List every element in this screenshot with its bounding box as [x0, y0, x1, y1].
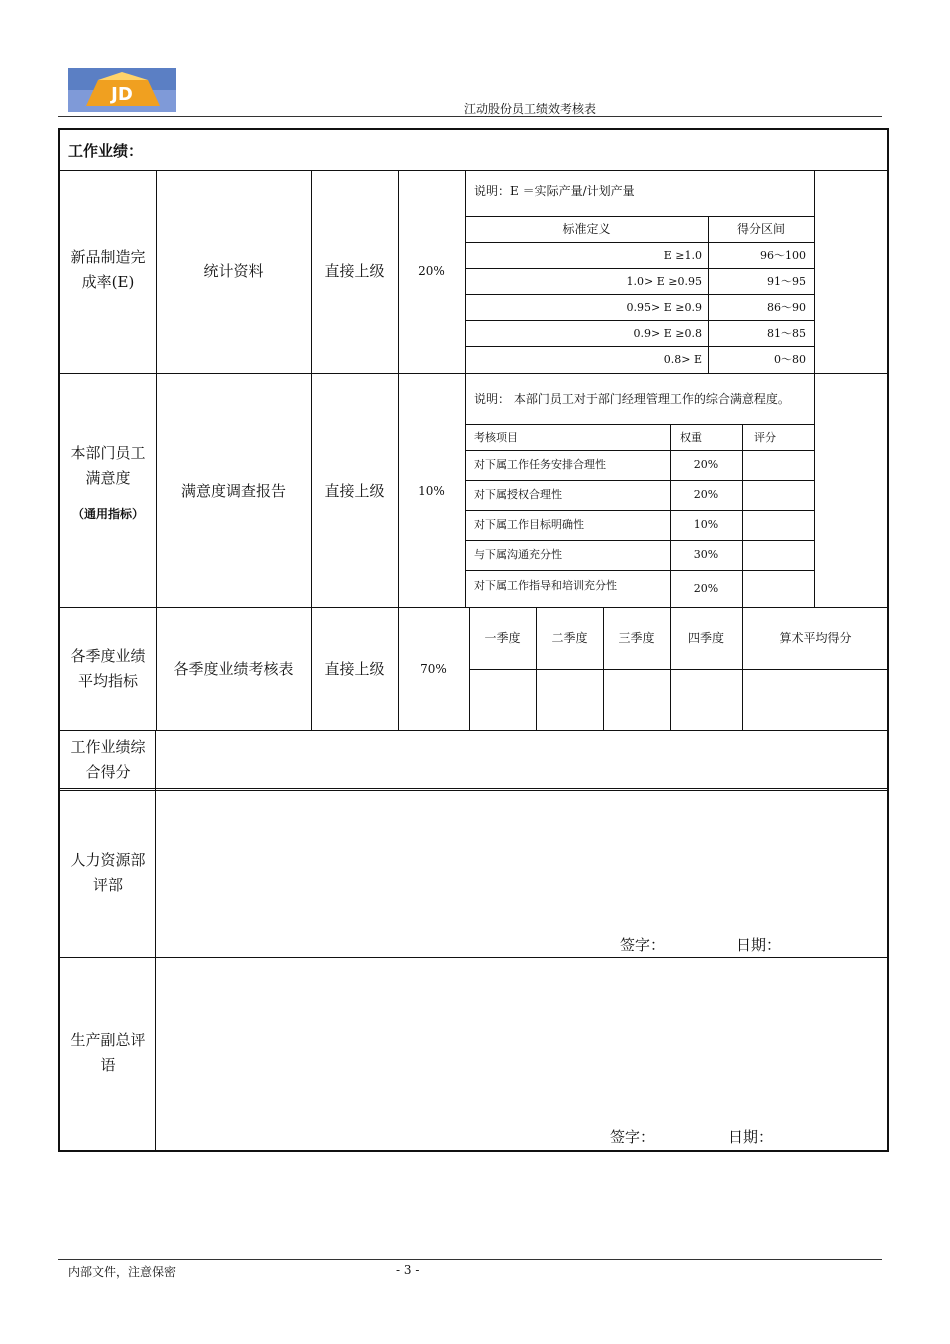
hr-signature-label: 签字：	[620, 935, 666, 954]
summary-label: 工作业绩综合得分	[70, 738, 146, 781]
rule-range: 91～95	[767, 274, 806, 288]
page-number: - 3 -	[396, 1263, 420, 1277]
quarter-header: 二季度	[551, 630, 588, 645]
svg-text:JD: JD	[111, 84, 133, 105]
assessment-item: 与下属沟通充分性	[474, 547, 562, 561]
data-source: 各季度业绩考核表	[173, 659, 294, 678]
rule-std: E ≥1.0	[663, 248, 702, 262]
evaluator: 直接上级	[324, 481, 385, 500]
table-grid-line	[58, 170, 889, 171]
table-grid-line	[58, 607, 889, 608]
hr-comment-label: 人力资源部评部	[70, 851, 146, 894]
col-header-std: 标准定义	[562, 221, 611, 236]
rule-std: 1.0> E ≥0.95	[626, 274, 702, 288]
kpi-name: 各季度业绩平均指标	[70, 647, 146, 690]
assessment-item: 对下属工作任务安排合理性	[474, 457, 606, 471]
data-source: 满意度调查报告	[180, 481, 286, 500]
kpi-weight: 10%	[418, 483, 445, 498]
vp-signature-label: 签字：	[610, 1127, 656, 1146]
kpi-name: 新品制造完成率(E)	[70, 248, 146, 291]
document-title: 江动股份员工绩效考核表	[463, 102, 596, 116]
confidential-note: 内部文件，注意保密	[68, 1265, 177, 1279]
assessment-weight: 10%	[693, 517, 719, 531]
assessment-weight: 20%	[693, 457, 719, 471]
table-grid-line	[58, 790, 889, 791]
table-grid-line	[58, 730, 889, 731]
assessment-item: 对下属工作目标明确性	[474, 517, 584, 531]
assessment-item: 对下属工作指导和培训充分性	[474, 578, 617, 592]
rule-std: 0.95> E ≥0.9	[626, 300, 702, 314]
quarter-header: 三季度	[618, 630, 655, 645]
table-grid-line	[742, 424, 743, 607]
assessment-item: 对下属授权合理性	[474, 487, 562, 501]
assessment-weight: 20%	[693, 581, 719, 595]
table-grid-line	[58, 373, 889, 374]
kpi-note: 说明：E ＝实际产量/计划产量	[474, 183, 635, 198]
rule-range: 0～80	[774, 352, 806, 366]
average-score-header: 算术平均得分	[779, 630, 852, 645]
kpi-name: 本部门员工满意度	[70, 444, 146, 487]
kpi-weight: 70%	[420, 661, 447, 676]
assessment-weight: 20%	[693, 487, 719, 501]
data-source: 统计资料	[203, 261, 264, 280]
col-header-item: 考核项目	[474, 430, 518, 444]
col-header-weight: 权重	[680, 430, 702, 444]
table-grid-line	[311, 170, 312, 730]
rule-range: 96～100	[760, 248, 806, 262]
col-header-score: 评分	[754, 430, 776, 444]
table-grid-line	[156, 170, 157, 730]
rule-range: 86～90	[767, 300, 806, 314]
kpi-name-note: （通用指标）	[71, 506, 144, 521]
table-grid-line	[155, 730, 156, 1152]
col-header-range: 得分区间	[736, 221, 785, 236]
assessment-weight: 30%	[693, 547, 719, 561]
hr-date-label: 日期：	[736, 935, 782, 954]
table-grid-line	[469, 669, 889, 670]
rule-std: 0.9> E ≥0.8	[633, 326, 702, 340]
vp-comment-label: 生产副总评语	[70, 1031, 146, 1074]
quarter-header: 四季度	[687, 630, 724, 645]
quarter-header: 一季度	[484, 630, 521, 645]
vp-date-label: 日期：	[728, 1127, 774, 1146]
rule-range: 81～85	[767, 326, 806, 340]
company-logo	[68, 68, 176, 112]
rule-std: 0.8> E	[663, 352, 702, 366]
kpi-note: 说明： 本部门员工对于部门经理管理工作的综合满意程度。	[474, 392, 790, 406]
footer-rule	[58, 1259, 882, 1260]
table-grid-line	[398, 170, 399, 730]
section-title: 工作业绩：	[68, 141, 144, 160]
header-rule	[58, 116, 882, 117]
table-grid-line	[814, 170, 815, 607]
evaluator: 直接上级	[324, 659, 385, 678]
kpi-weight: 20%	[418, 263, 445, 278]
table-grid-line	[58, 788, 889, 789]
evaluator: 直接上级	[324, 261, 385, 280]
